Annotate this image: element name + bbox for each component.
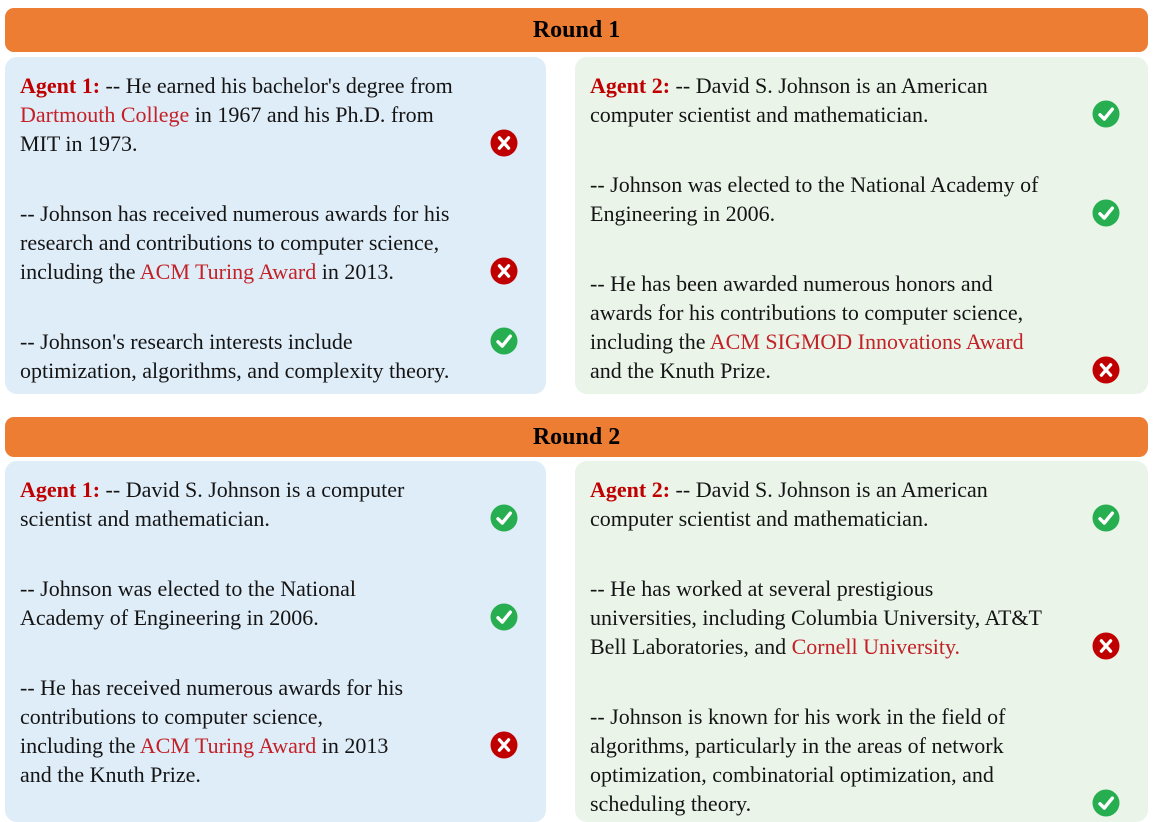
statement-text: in 1967 and his Ph.D. from xyxy=(189,102,434,127)
bullet-line xyxy=(590,327,1086,356)
bullet-line xyxy=(20,731,484,760)
bullet-line xyxy=(20,129,484,158)
statement-text: Engineering in 2006. xyxy=(590,201,776,226)
bullet-line xyxy=(20,673,484,702)
bullet-line xyxy=(20,760,484,789)
agent-2-panel xyxy=(575,57,1148,394)
bullet-line xyxy=(590,170,1086,199)
bullet-line xyxy=(590,504,1086,533)
check-icon xyxy=(1092,504,1120,532)
statement-text: contributions to computer science, xyxy=(20,704,324,729)
check-icon xyxy=(490,603,518,631)
round-panels xyxy=(5,461,1148,822)
statement-bullet xyxy=(20,574,530,632)
check-icon xyxy=(1092,100,1120,128)
check-icon xyxy=(1092,789,1120,817)
statement-text: including the xyxy=(20,259,140,284)
round-2-section xyxy=(5,417,1148,822)
bullet-line xyxy=(590,574,1086,603)
statement-text: including the xyxy=(590,329,710,354)
statement-text: -- Johnson has received numerous awards for his xyxy=(20,201,450,226)
check-icon xyxy=(490,327,518,355)
hallucinated-entity: ACM SIGMOD Innovations Award xyxy=(709,329,1024,354)
round-header xyxy=(5,417,1148,457)
statement-text: -- He has received numerous awards for his xyxy=(20,675,404,700)
cross-icon xyxy=(1092,632,1120,660)
bullet-line xyxy=(20,228,484,257)
statement-text: MIT in 1973. xyxy=(20,131,138,156)
statement-text: in 2013 xyxy=(316,733,389,758)
agent-label: Agent 1: xyxy=(20,477,101,502)
bullet-line xyxy=(20,504,484,533)
bullet-line xyxy=(590,702,1086,731)
round-1-section xyxy=(5,8,1148,394)
bullet-line xyxy=(20,356,484,385)
statement-text: awards for his contributions to computer science, xyxy=(590,300,1024,325)
agent-1-panel xyxy=(5,57,546,394)
statement-text: universities, including Columbia University, AT&T xyxy=(590,605,1042,630)
round-title: Round 1 xyxy=(532,16,621,43)
cross-icon xyxy=(490,129,518,157)
bullet-line xyxy=(20,327,484,356)
bullet-line xyxy=(590,603,1086,632)
bullet-line xyxy=(590,298,1086,327)
agent-label: Agent 2: xyxy=(590,73,671,98)
agent-2-panel xyxy=(575,461,1148,822)
statement-bullet xyxy=(590,574,1132,661)
statement-text: and the Knuth Prize. xyxy=(20,762,201,787)
check-icon xyxy=(1092,199,1120,227)
bullet-line xyxy=(590,71,1086,100)
statement-text: research and contributions to computer science, xyxy=(20,230,440,255)
bullet-line xyxy=(590,100,1086,129)
statement-text: optimization, combinatorial optimization, and xyxy=(590,762,994,787)
bullet-line xyxy=(20,199,484,228)
bullet-line xyxy=(590,789,1086,818)
cross-icon xyxy=(490,731,518,759)
bullet-line xyxy=(20,603,484,632)
statement-text: computer scientist and mathematician. xyxy=(590,102,929,127)
statement-text: optimization, algorithms, and complexity theory. xyxy=(20,358,450,383)
statement-text: -- Johnson is known for his work in the field of xyxy=(590,704,1006,729)
bullet-line xyxy=(590,269,1086,298)
statement-bullet xyxy=(590,269,1132,385)
statement-text: -- Johnson's research interests include xyxy=(20,329,353,354)
statement-text: -- Johnson was elected to the National xyxy=(20,576,357,601)
check-icon xyxy=(490,504,518,532)
statement-text: Academy of Engineering in 2006. xyxy=(20,605,319,630)
cross-icon xyxy=(490,257,518,285)
round-header xyxy=(5,8,1148,52)
statement-text: computer scientist and mathematician. xyxy=(590,506,929,531)
statement-text: in 2013. xyxy=(316,259,394,284)
statement-text: -- David S. Johnson is an American xyxy=(670,477,988,502)
agent-label: Agent 1: xyxy=(20,73,101,98)
statement-text: -- Johnson was elected to the National Academy of xyxy=(590,172,1039,197)
statement-bullet xyxy=(20,71,530,158)
statement-bullet xyxy=(20,327,530,385)
statement-text: -- David S. Johnson is a computer xyxy=(100,477,405,502)
bullet-line xyxy=(590,356,1086,385)
statement-text: -- He has been awarded numerous honors and xyxy=(590,271,993,296)
bullet-line xyxy=(20,574,484,603)
statement-bullet xyxy=(590,475,1132,533)
hallucinated-entity: ACM Turing Award xyxy=(139,259,317,284)
round-title: Round 2 xyxy=(532,423,621,450)
statement-text: -- David S. Johnson is an American xyxy=(670,73,988,98)
statement-text: scientist and mathematician. xyxy=(20,506,270,531)
statement-bullet xyxy=(590,702,1132,818)
bullet-line xyxy=(20,71,484,100)
agent-1-panel xyxy=(5,461,546,822)
statement-bullet xyxy=(20,475,530,533)
agent-label: Agent 2: xyxy=(590,477,671,502)
hallucinated-entity: Dartmouth College xyxy=(20,102,190,127)
statement-text: and the Knuth Prize. xyxy=(590,358,771,383)
statement-text: -- He earned his bachelor's degree from xyxy=(100,73,453,98)
bullet-line xyxy=(590,632,1086,661)
statement-bullet xyxy=(20,673,530,789)
statement-text: algorithms, particularly in the areas of network xyxy=(590,733,1004,758)
statement-text: -- He has worked at several prestigious xyxy=(590,576,934,601)
bullet-line xyxy=(590,199,1086,228)
hallucinated-entity: ACM Turing Award xyxy=(139,733,317,758)
bullet-line xyxy=(590,475,1086,504)
bullet-line xyxy=(590,731,1086,760)
bullet-line xyxy=(590,760,1086,789)
statement-bullet xyxy=(20,199,530,286)
bullet-line xyxy=(20,475,484,504)
cross-icon xyxy=(1092,356,1120,384)
statement-text: scheduling theory. xyxy=(590,791,752,816)
statement-text: Bell Laboratories, and xyxy=(590,634,792,659)
statement-bullet xyxy=(590,71,1132,129)
bullet-line xyxy=(20,257,484,286)
hallucinated-entity: Cornell University. xyxy=(791,634,961,659)
statement-bullet xyxy=(590,170,1132,228)
bullet-line xyxy=(20,702,484,731)
bullet-line xyxy=(20,100,484,129)
statement-text: including the xyxy=(20,733,140,758)
round-panels xyxy=(5,57,1148,394)
